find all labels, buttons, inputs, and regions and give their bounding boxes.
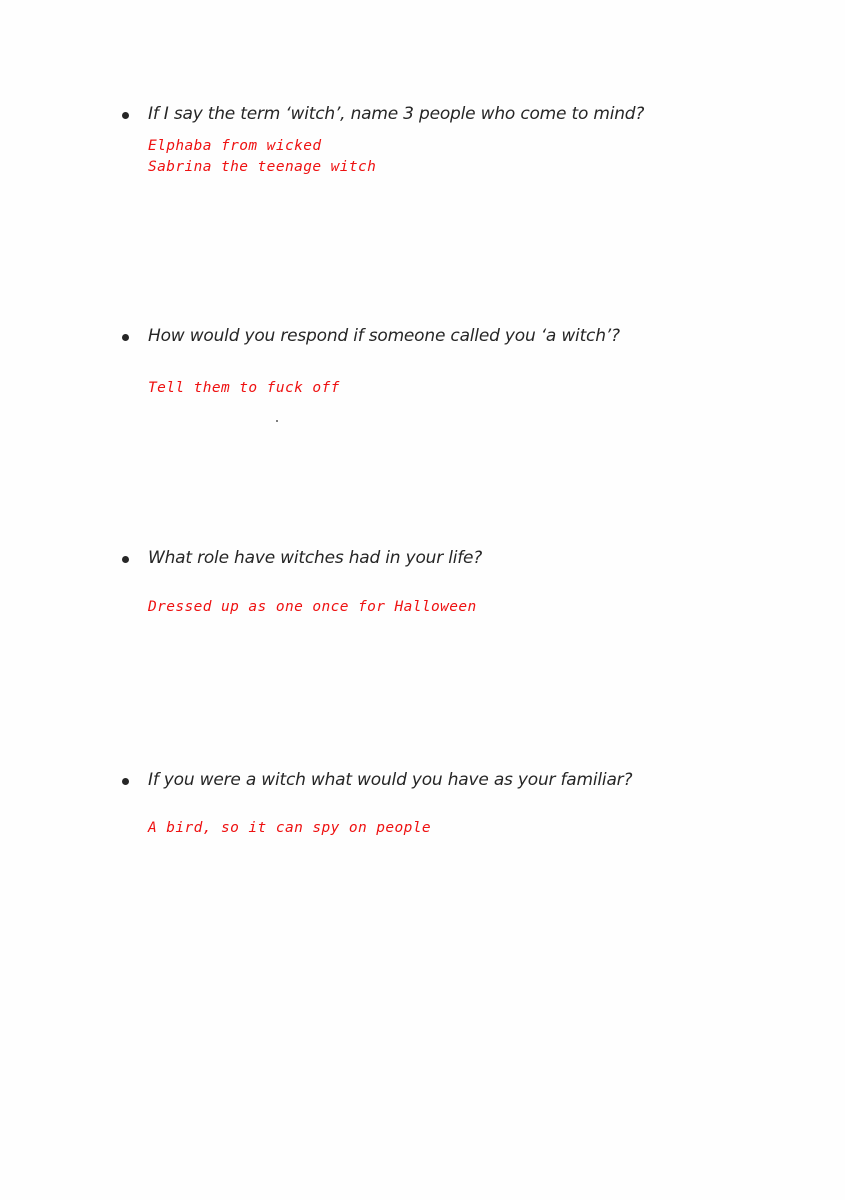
bullet-icon (122, 112, 129, 119)
answer-line-1-2: Sabrina the teenage witch (148, 159, 377, 175)
answer-line-1-1: Elphaba from wicked (148, 138, 322, 154)
answer-line-2-1: Tell them to fuck off (148, 380, 340, 396)
bullet-icon (122, 778, 129, 785)
question-text-3: What role have witches had in your life? (148, 548, 483, 568)
answer-text-3 (148, 597, 477, 618)
bullet-icon (122, 334, 129, 341)
question-text-1: If I say the term ‘witch’, name 3 people who come to mind? (148, 104, 645, 124)
answer-text-1 (148, 136, 376, 178)
paper-speck (276, 420, 278, 422)
answer-text-2 (148, 378, 340, 399)
question-text-2: How would you respond if someone called you ‘a witch’? (148, 326, 620, 346)
answer-text-4 (148, 818, 431, 839)
question-text-4: If you were a witch what would you have as your familiar? (148, 770, 633, 790)
bullet-icon (122, 556, 129, 563)
answer-line-4-1: A bird, so it can spy on people (148, 820, 432, 836)
answer-line-3-1: Dressed up as one once for Halloween (148, 599, 477, 615)
